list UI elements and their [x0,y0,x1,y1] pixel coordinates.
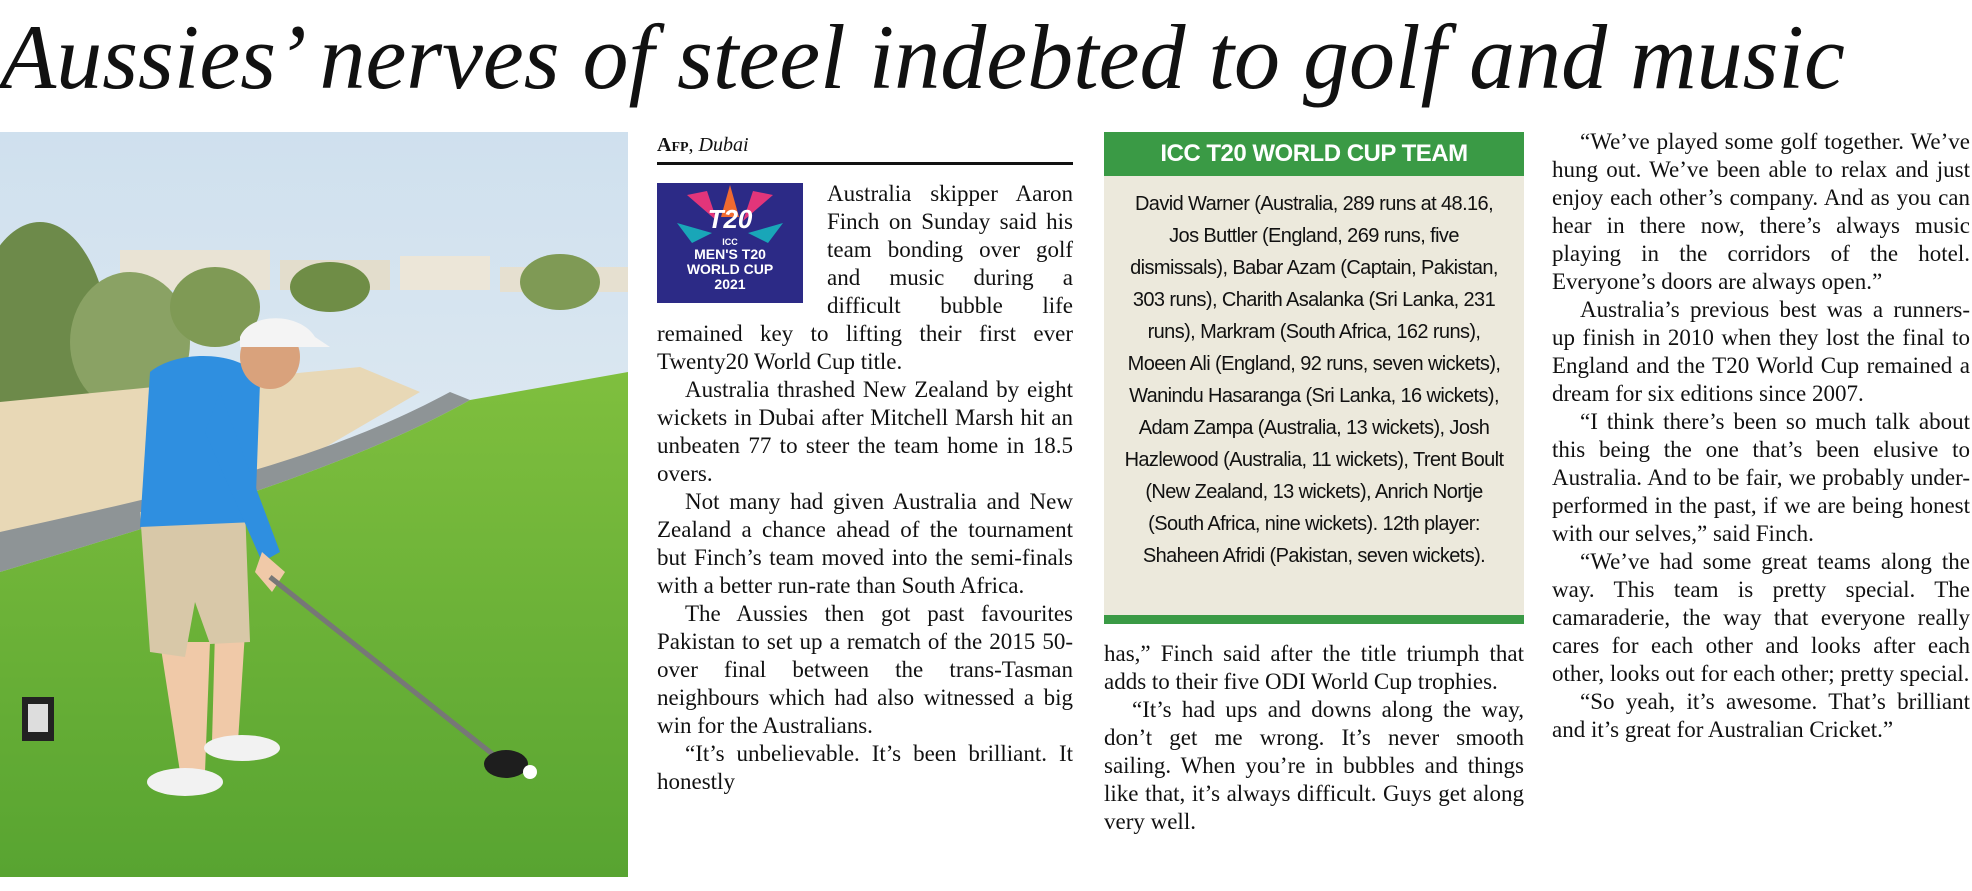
sidebar-title: ICC T20 WORLD CUP TEAM [1104,132,1524,176]
logo-mark: T20 [707,204,753,234]
article-column-3 [1552,128,1970,883]
sidebar-rule [1104,615,1524,624]
byline: Afp, Dubai [657,132,1073,165]
team-sidebar [1104,132,1524,624]
article-paragraph: Not many had given Australia and New Zealand a chance ahead of the tournament but Finch’s team moved into the semi-finals with a better run-rate than South Africa. [657,489,1073,598]
byline-agency: Afp [657,134,689,156]
logo-line: 2021 [714,276,746,292]
article-column-1 [657,180,1073,880]
article-paragraph: “We’ve had some great teams along the way. This team is pretty special. The camaraderie, the way that everyone really cares for each other and looks after each other, looks out for each other; pretty special. [1552,549,1970,686]
byline-place: Dubai [698,134,749,156]
article-paragraph: “So yeah, it’s awesome. That’s brilliant and it’s great for Australian Cricket.” [1552,689,1970,742]
article-paragraph: “It’s unbelievable. It’s been brilliant. It honestly [657,741,1073,794]
article-paragraph: Australia skipper Aaron Finch on Sunday said his team bonding over golf and music during a difficult bubble life remained key to lifting their first ever Twenty20 World Cup title. [657,181,1073,374]
article-paragraph: “It’s had ups and downs along the way, don’t get me wrong. It’s never smooth sailing. When you’re in bubbles and things like that, it’s always difficult. Guys get along very well. [1104,697,1524,834]
logo-line: WORLD CUP [686,261,774,277]
article-paragraph: “We’ve played some golf together. We’ve hung out. We’ve been able to relax and just enjoy each other’s company. And as you can hear in there now, there’s always music playing in the corridors of the hotel. Everyone’s doors are always open.” [1552,129,1970,294]
article-paragraph: Australia thrashed New Zealand by eight wickets in Dubai after Mitchell Marsh hit an unbeaten 77 to steer the team home in 18.5 overs. [657,377,1073,486]
logo-line: ICC [722,237,738,247]
article-paragraph: Australia’s previous best was a runners-up finish in 2010 when they lost the final to England and the T20 World Cup remained a dream for six editions since 2007. [1552,297,1970,406]
article-column-2 [1104,640,1524,880]
article-paragraph: has,” Finch said after the title triumph that adds to their five ODI World Cup trophies. [1104,641,1524,694]
article-paragraph: The Aussies then got past favourites Pakistan to set up a rematch of the 2015 50-over final between the trans-Tasman neighbours which had also witnessed a big win for the Australians. [657,601,1073,738]
logo-line: MEN'S T20 [694,246,766,262]
headline: Aussies’ nerves of steel indebted to golf and music [0,6,1845,108]
golfer-photo [0,132,628,877]
sidebar-body: David Warner (Australia, 289 runs at 48.16, Jos Buttler (England, 269 runs, five dismissals), Babar Azam (Captain, Pakistan, 303 runs), Charith Asalanka (Sri Lanka, 231 runs), Markram (South Africa, 162 runs), Moeen Ali (England, 92 runs, seven wickets), Wanindu Hasaranga (Sri Lanka, 16 wickets), Adam Zampa (Australia, 13 wickets), Josh Hazlewood (Australia, 11 wickets), Trent Boult (New Zealand, 13 wickets), Anrich Nortje (South Africa, nine wickets). 12th player: Shaheen Afridi (Pakistan, seven wickets). [1124,193,1504,567]
article-paragraph: “I think there’s been so much talk about this being the one that’s been elusive to Australia. And to be fair, we probably under-performed in the past, if we are being honest with our selves,” said Finch. [1552,409,1970,546]
